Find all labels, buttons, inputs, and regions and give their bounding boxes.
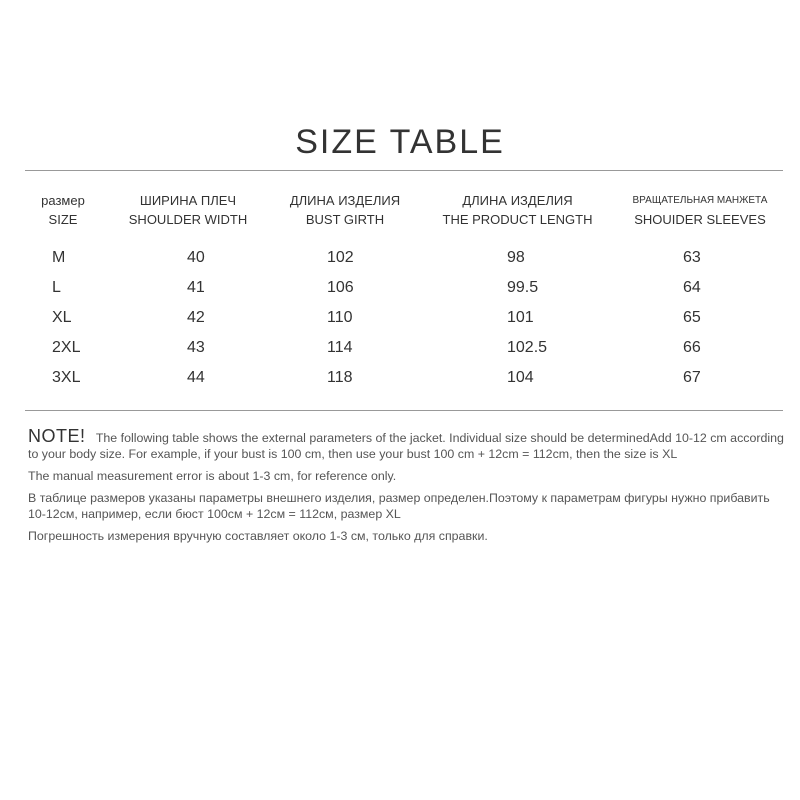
cell-length: 104: [507, 369, 534, 386]
cell-shoulder: 43: [187, 339, 205, 356]
header-shoulder-ru: ШИРИНА ПЛЕЧ: [139, 193, 237, 208]
table-row: [0, 309, 800, 339]
header-sleeves-ru: ВРАЩАТЕЛЬНАЯ МАНЖЕТА: [632, 195, 768, 206]
cell-sleeve: 63: [683, 249, 701, 266]
header-bust-girth: [275, 191, 415, 229]
cell-size: XL: [52, 309, 72, 326]
header-sleeves: [620, 191, 780, 229]
cell-bust: 106: [327, 279, 354, 296]
note-paragraph-3: В таблице размеров указаны параметры внешнего изделия, размер определен.Поэтому к параметрам фигуры нужно прибавить 10-12см, например, если бюст 100см + 12см = 112см, размер XL: [28, 491, 770, 521]
table-row: [0, 279, 800, 309]
cell-size: 3XL: [52, 369, 81, 386]
bottom-divider: [25, 410, 783, 411]
header-length-ru: ДЛИНА ИЗДЕЛИЯ: [462, 193, 573, 208]
cell-size: 2XL: [52, 339, 81, 356]
cell-length: 102.5: [507, 339, 548, 356]
cell-size: L: [52, 279, 61, 296]
note-section: [28, 428, 788, 550]
header-size-ru: размер: [41, 193, 85, 208]
cell-bust: 110: [327, 309, 353, 326]
cell-sleeve: 65: [683, 309, 701, 326]
page-title: SIZE TABLE: [295, 123, 505, 161]
note-paragraph-2: The manual measurement error is about 1-3 cm, for reference only.: [28, 469, 397, 483]
header-shoulder-en: SHOULDER WIDTH: [128, 212, 248, 227]
note-paragraph-4: Погрешность измерения вручную составляет около 1-3 см, только для справки.: [28, 529, 488, 543]
cell-bust: 102: [327, 249, 354, 266]
table-row: [0, 369, 800, 399]
cell-length: 101: [507, 309, 534, 326]
cell-shoulder: 42: [187, 309, 205, 326]
note-paragraph-1: [28, 428, 788, 462]
note-text-1: The following table shows the external parameters of the jacket. Individual size should be determinedAdd 10-12 cm according to your body size. For example, if your bust is 100 cm, then use your bust 100 cm + 12cm = 112cm, then the size is XL: [28, 431, 784, 461]
cell-bust: 118: [327, 369, 353, 386]
cell-sleeve: 64: [683, 279, 701, 296]
cell-sleeve: 66: [683, 339, 701, 356]
header-length-en: THE PRODUCT LENGTH: [442, 212, 593, 227]
cell-shoulder: 40: [187, 249, 205, 266]
header-bust-en: BUST GIRTH: [305, 212, 385, 227]
cell-bust: 114: [327, 339, 353, 356]
cell-length: 98: [507, 249, 525, 266]
header-sleeves-en: SHOUIDER SLEEVES: [634, 212, 766, 227]
cell-sleeve: 67: [683, 369, 701, 386]
header-shoulder-width: [118, 191, 258, 229]
top-divider: [25, 170, 783, 171]
table-row: [0, 339, 800, 369]
cell-shoulder: 44: [187, 369, 205, 386]
table-row: [0, 249, 800, 279]
cell-size: M: [52, 249, 66, 266]
header-size-en: SIZE: [48, 212, 78, 227]
header-size: [28, 191, 98, 229]
note-label: NOTE!: [28, 426, 86, 446]
header-product-length: [440, 191, 595, 229]
header-bust-ru: ДЛИНА ИЗДЕЛИЯ: [289, 193, 401, 208]
cell-shoulder: 41: [187, 279, 205, 296]
cell-length: 99.5: [507, 279, 539, 296]
